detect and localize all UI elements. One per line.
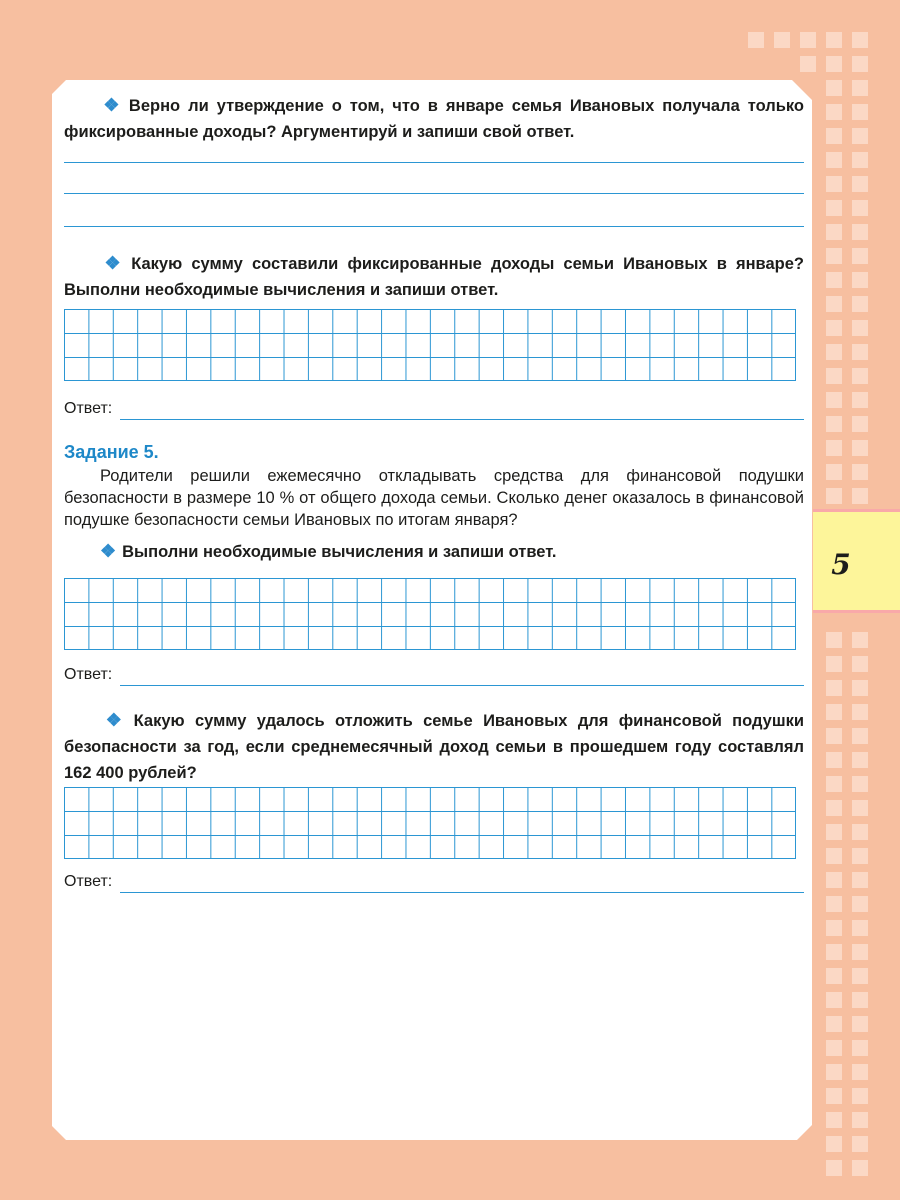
deco-square (826, 632, 842, 648)
deco-square (852, 488, 868, 504)
deco-square (852, 896, 868, 912)
bullet-icon: ❖ (100, 541, 117, 561)
deco-square (826, 296, 842, 312)
deco-square (826, 224, 842, 240)
answer-line[interactable] (120, 419, 804, 420)
answer-line-2[interactable] (64, 193, 804, 194)
deco-square (852, 1160, 868, 1176)
deco-square (852, 680, 868, 696)
deco-square (826, 464, 842, 480)
deco-square (852, 1136, 868, 1152)
deco-square (826, 416, 842, 432)
deco-square (826, 824, 842, 840)
deco-square (826, 200, 842, 216)
deco-square (852, 1016, 868, 1032)
deco-square (852, 392, 868, 408)
deco-square (852, 656, 868, 672)
deco-square (826, 320, 842, 336)
deco-square (852, 704, 868, 720)
deco-square (826, 776, 842, 792)
deco-square (826, 32, 842, 48)
deco-square (826, 680, 842, 696)
deco-square (852, 152, 868, 168)
deco-square (852, 104, 868, 120)
deco-square (826, 968, 842, 984)
chapter-number: 5 (831, 548, 851, 581)
deco-square (852, 752, 868, 768)
deco-square (852, 824, 868, 840)
deco-square (826, 704, 842, 720)
answer-label: Ответ: (64, 666, 113, 683)
calculation-grid[interactable] (64, 309, 796, 381)
deco-square (852, 1112, 868, 1128)
deco-square (852, 1088, 868, 1104)
question-text: Какую сумму составили фиксированные доходы семьи Ивановых в январе? Выполни необходимые вычисления и запиши ответ. (64, 255, 804, 299)
answer-field[interactable] (64, 400, 804, 422)
deco-square (852, 776, 868, 792)
question-fixed-income-claim (64, 92, 804, 145)
deco-square (852, 56, 868, 72)
deco-square (852, 1040, 868, 1056)
deco-square (852, 872, 868, 888)
task-heading: Задание 5. (64, 442, 159, 462)
task-text: Родители решили ежемесячно откладывать средства для финансовой подушки безопасности в размере 10 % от общего дохода семьи. Сколько денег оказалось в финансовой подушке безопасности семьи Ивановых по итогам января? (64, 467, 804, 529)
deco-square (826, 248, 842, 264)
answer-field[interactable] (64, 666, 804, 688)
deco-square (852, 128, 868, 144)
deco-square (826, 752, 842, 768)
deco-square (826, 1040, 842, 1056)
deco-square (826, 920, 842, 936)
deco-square (826, 440, 842, 456)
deco-square (826, 992, 842, 1008)
deco-square (826, 104, 842, 120)
deco-square (852, 224, 868, 240)
deco-square (852, 968, 868, 984)
answer-line-1[interactable] (64, 162, 804, 163)
deco-square (852, 848, 868, 864)
deco-square (852, 920, 868, 936)
bullet-icon: ❖ (100, 253, 126, 273)
bullet-icon: ❖ (100, 95, 123, 115)
deco-square (852, 992, 868, 1008)
deco-square (826, 848, 842, 864)
deco-square (826, 176, 842, 192)
deco-square (800, 56, 816, 72)
deco-square (826, 896, 842, 912)
deco-square (852, 368, 868, 384)
deco-square (826, 272, 842, 288)
question-year-savings (64, 707, 804, 786)
deco-square (826, 152, 842, 168)
deco-square (826, 872, 842, 888)
deco-square (852, 728, 868, 744)
deco-square (826, 800, 842, 816)
deco-square (826, 1088, 842, 1104)
deco-square (748, 32, 764, 48)
deco-square (826, 344, 842, 360)
deco-square (826, 1112, 842, 1128)
deco-square (852, 944, 868, 960)
deco-square (852, 632, 868, 648)
question-fixed-income-sum (64, 250, 804, 303)
calculation-grid[interactable] (64, 578, 796, 650)
deco-square (852, 200, 868, 216)
answer-line[interactable] (120, 685, 804, 686)
deco-square (852, 464, 868, 480)
deco-square (826, 368, 842, 384)
deco-square (800, 32, 816, 48)
question-text: Верно ли утверждение о том, что в январе семья Ивановых получала только фиксированные доходы? Аргументируй и запиши свой ответ. (64, 97, 805, 141)
deco-square (852, 416, 868, 432)
calculation-grid[interactable] (64, 787, 796, 859)
deco-square (826, 1160, 842, 1176)
answer-label: Ответ: (64, 400, 113, 417)
deco-square (826, 1136, 842, 1152)
deco-square (852, 272, 868, 288)
deco-square (826, 80, 842, 96)
deco-square (826, 1016, 842, 1032)
deco-square (852, 800, 868, 816)
answer-line-3[interactable] (64, 226, 804, 227)
deco-square (826, 488, 842, 504)
deco-square (852, 344, 868, 360)
question-text: Какую сумму удалось отложить семье Ивановых для финансовой подушки безопасности за год, если среднемесячный доход семьи в прошедшем году составлял 162 400 рублей? (64, 712, 805, 782)
deco-square (826, 128, 842, 144)
deco-square (826, 56, 842, 72)
deco-square (826, 656, 842, 672)
deco-square (826, 944, 842, 960)
question-text: Выполни необходимые вычисления и запиши ответ. (122, 543, 557, 561)
answer-label: Ответ: (64, 873, 113, 890)
deco-square (852, 32, 868, 48)
answer-line[interactable] (120, 892, 804, 893)
deco-square (826, 1064, 842, 1080)
bullet-icon: ❖ (100, 710, 128, 730)
deco-square (774, 32, 790, 48)
deco-square (826, 728, 842, 744)
answer-field[interactable] (64, 873, 804, 895)
deco-square (852, 176, 868, 192)
deco-square (826, 392, 842, 408)
question-calc (64, 538, 804, 565)
deco-square (852, 320, 868, 336)
deco-square (852, 296, 868, 312)
deco-square (852, 440, 868, 456)
deco-square (852, 248, 868, 264)
deco-square (852, 80, 868, 96)
deco-square (852, 1064, 868, 1080)
